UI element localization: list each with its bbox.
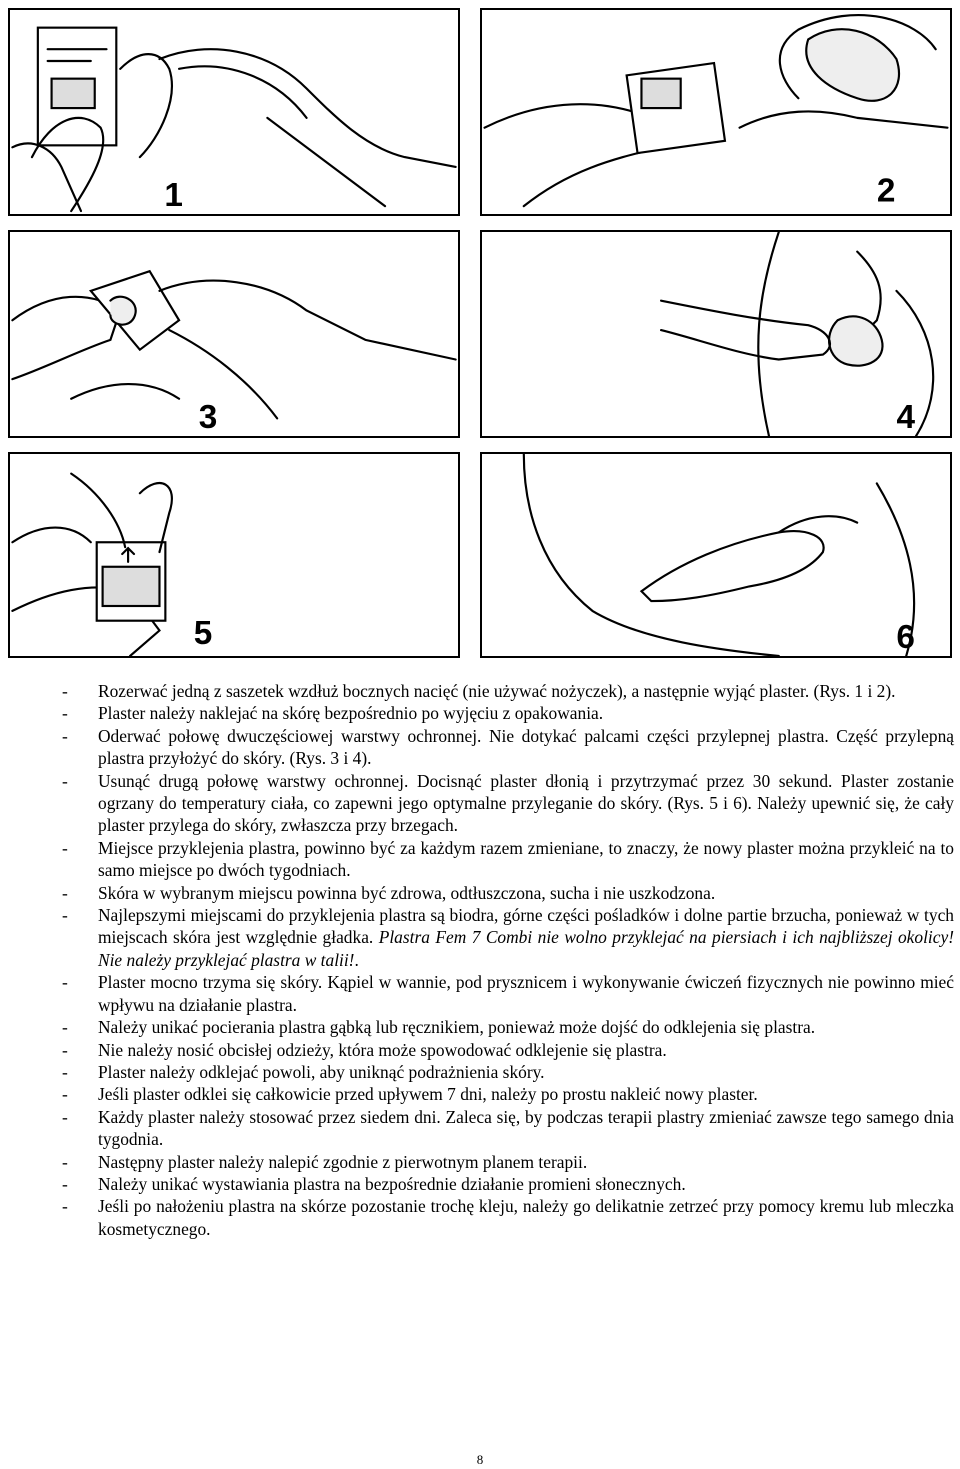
- hand-opening-sachet-illustration: [10, 10, 458, 214]
- hand-removing-patch-illustration: [482, 10, 950, 214]
- figure-number-3: 3: [198, 399, 218, 436]
- figure-panel-3: [8, 230, 460, 438]
- figure-number-4: 4: [896, 399, 916, 436]
- list-item: - Plaster należy odklejać powoli, aby uniknąć podrażnienia skóry.: [62, 1061, 545, 1082]
- list-item: - Najlepszymi miejscami do przyklejenia plastra są biodra, górne części pośladków i dolne partie brzucha, ponieważ w tych miejscach skóra jest względnie gładka. Plastra Fem 7 Combi nie wolno przyklejać na piersiach i ich najbliższej okolicy! Nie należy przyklejać plastra w talii!.: [62, 905, 954, 970]
- list-item: - Nie należy nosić obcisłej odzieży, która może spowodować odklejenie się plastra.: [62, 1039, 667, 1060]
- list-item: - Rozerwać jedną z saszetek wzdłuż bocznych nacięć (nie używać nożyczek), a następnie wyjąć plaster. (Rys. 1 i 2).: [62, 681, 896, 701]
- instruction-list: [62, 680, 954, 1240]
- figure-number-6: 6: [896, 619, 915, 656]
- list-item: - Następny plaster należy nalepić zgodnie z pierwotnym planem terapii.: [62, 1151, 588, 1172]
- list-item: - Jeśli plaster odklei się całkowicie przed upływem 7 dni, należy po prostu nakleić nowy plaster.: [62, 1084, 758, 1105]
- figure-number-5: 5: [193, 615, 213, 653]
- figure-panel-4: [480, 230, 952, 438]
- applying-patch-to-hip-illustration: [482, 232, 950, 436]
- figure-panel-5: [8, 452, 460, 658]
- figure-number-1: 1: [164, 177, 183, 214]
- italic-warning: Plastra Fem 7 Combi nie wolno przyklejać na piersiach i ich najbliższej okolicy! Nie należy przyklejać plastra w talii!: [98, 927, 954, 970]
- hands-peeling-liner-illustration: [10, 232, 458, 436]
- list-item: - Usunąć drugą połowę warstwy ochronnej. Docisnąć plaster dłonią i przytrzymać przez 30 sekund. Plaster zostanie ogrzany do temperatury ciała, co zapewni jego optymalne przyleganie do skóry. (Rys. 5 i 6). Należy upewnić się, że cały plaster przylega do skóry, zwłaszcza przy brzegach.: [62, 770, 954, 836]
- figure-panel-2: [480, 8, 952, 216]
- list-item: - Plaster mocno trzyma się skóry. Kąpiel w wannie, pod prysznicem i wykonywanie ćwiczeń fizycznych nie powinno mieć wpływu na działanie plastra.: [62, 972, 954, 1015]
- list-item: - Oderwać połowę dwuczęściowej warstwy ochronnej. Nie dotykać palcami części przylepnej plastra. Część przylepną plastra przyłożyć do skóry. (Rys. 3 i 4).: [62, 725, 954, 769]
- figure-number-2: 2: [876, 172, 896, 210]
- removing-second-liner-illustration: [10, 454, 458, 656]
- instruction-figures: [8, 8, 952, 658]
- list-item: - Jeśli po nałożeniu plastra na skórze pozostanie trochę kleju, należy go delikatnie zetrzeć przy pomocy kremu lub mleczka kosmetycznego.: [62, 1196, 954, 1239]
- list-item: - Należy unikać wystawiania plastra na bezpośrednie działanie promieni słonecznych.: [62, 1173, 686, 1194]
- figure-panel-6: [480, 452, 952, 658]
- list-item: - Należy unikać pocierania plastra gąbką lub ręcznikiem, ponieważ może dojść do odklejenia się plastra.: [62, 1017, 816, 1038]
- figure-panel-1: [8, 8, 460, 216]
- list-item: - Plaster należy naklejać na skórę bezpośrednio po wyjęciu z opakowania.: [62, 703, 604, 724]
- list-item: - Każdy plaster należy stosować przez siedem dni. Zaleca się, by podczas terapii plastry zmieniać zawsze tego samego dnia tygodnia.: [62, 1106, 954, 1150]
- list-item: - Miejsce przyklejenia plastra, powinno być za każdym razem zmieniane, to znaczy, że nowy plaster można przykleić na to samo miejsce po dwóch tygodniach.: [62, 837, 954, 881]
- list-item: - Skóra w wybranym miejscu powinna być zdrowa, odtłuszczona, sucha i nie uszkodzona.: [62, 882, 716, 903]
- page-number: 8: [476, 1452, 484, 1467]
- pressing-patch-with-palm-illustration: [482, 454, 950, 656]
